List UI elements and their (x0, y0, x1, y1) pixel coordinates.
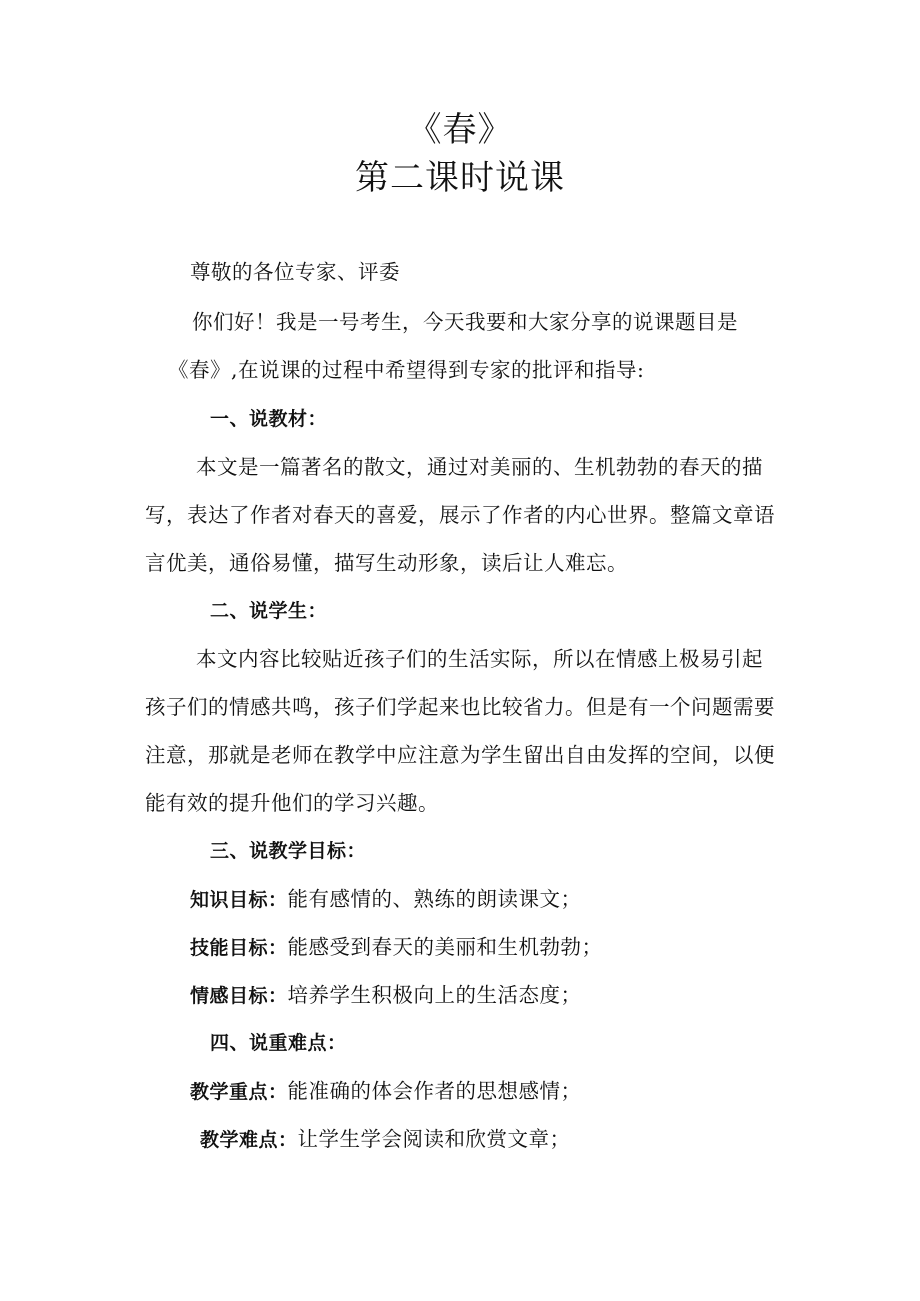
point-label: 教学重点： (190, 1081, 288, 1103)
key-point (190, 1077, 582, 1106)
students-line-1: 本文内容比较贴近孩子们的生活实际，所以在情感上极易引起 (196, 647, 763, 671)
textbook-line-3: 言优美，通俗易懂，描写生动形象，读后让人难忘。 (145, 551, 628, 575)
goal-text: 能有感情的、熟练的朗读课文； (287, 887, 582, 911)
point-label: 教学难点： (200, 1129, 298, 1151)
textbook-line-2: 写，表达了作者对春天的喜爱，展示了作者的内心世界。整篇文章语 (145, 503, 775, 527)
intro-line-2: 《春》,在说课的过程中希望得到专家的批评和指导: (168, 358, 645, 382)
document-subtitle: 第二课时说课 (355, 158, 565, 198)
point-text: 能准确的体会作者的思想感情； (287, 1079, 582, 1103)
students-line-4: 能有效的提升他们的学习兴趣。 (145, 791, 439, 815)
goal-text: 培养学生积极向上的生活态度； (287, 983, 582, 1007)
greeting: 尊敬的各位专家、评委 (190, 260, 400, 284)
section-heading-students: 二、说学生： (210, 600, 328, 622)
students-line-2: 孩子们的情感共鸣，孩子们学起来也比较省力。但是有一个问题需要 (145, 695, 775, 719)
document-title: 《春》 (407, 110, 513, 150)
students-line-3: 注意，那就是老师在教学中应注意为学生留出自由发挥的空间，以便 (145, 743, 775, 767)
goal-knowledge (190, 885, 582, 914)
goal-text: 能感受到春天的美丽和生机勃勃； (287, 935, 603, 959)
goal-skill (190, 933, 603, 962)
goal-emotion (190, 981, 582, 1010)
goal-label: 知识目标： (190, 889, 288, 911)
goal-label: 情感目标： (190, 985, 288, 1007)
section-heading-key-points: 四、说重难点： (210, 1032, 347, 1054)
difficult-point (200, 1125, 571, 1154)
intro-line-1: 你们好！我是一号考生，今天我要和大家分享的说课题目是 (192, 310, 738, 334)
section-heading-textbook: 一、说教材： (210, 408, 328, 430)
point-text: 让学生学会阅读和欣赏文章； (297, 1127, 571, 1151)
textbook-line-1: 本文是一篇著名的散文，通过对美丽的、生机勃勃的春天的描 (196, 455, 763, 479)
goal-label: 技能目标： (190, 937, 288, 959)
section-heading-goals: 三、说教学目标： (210, 840, 367, 862)
